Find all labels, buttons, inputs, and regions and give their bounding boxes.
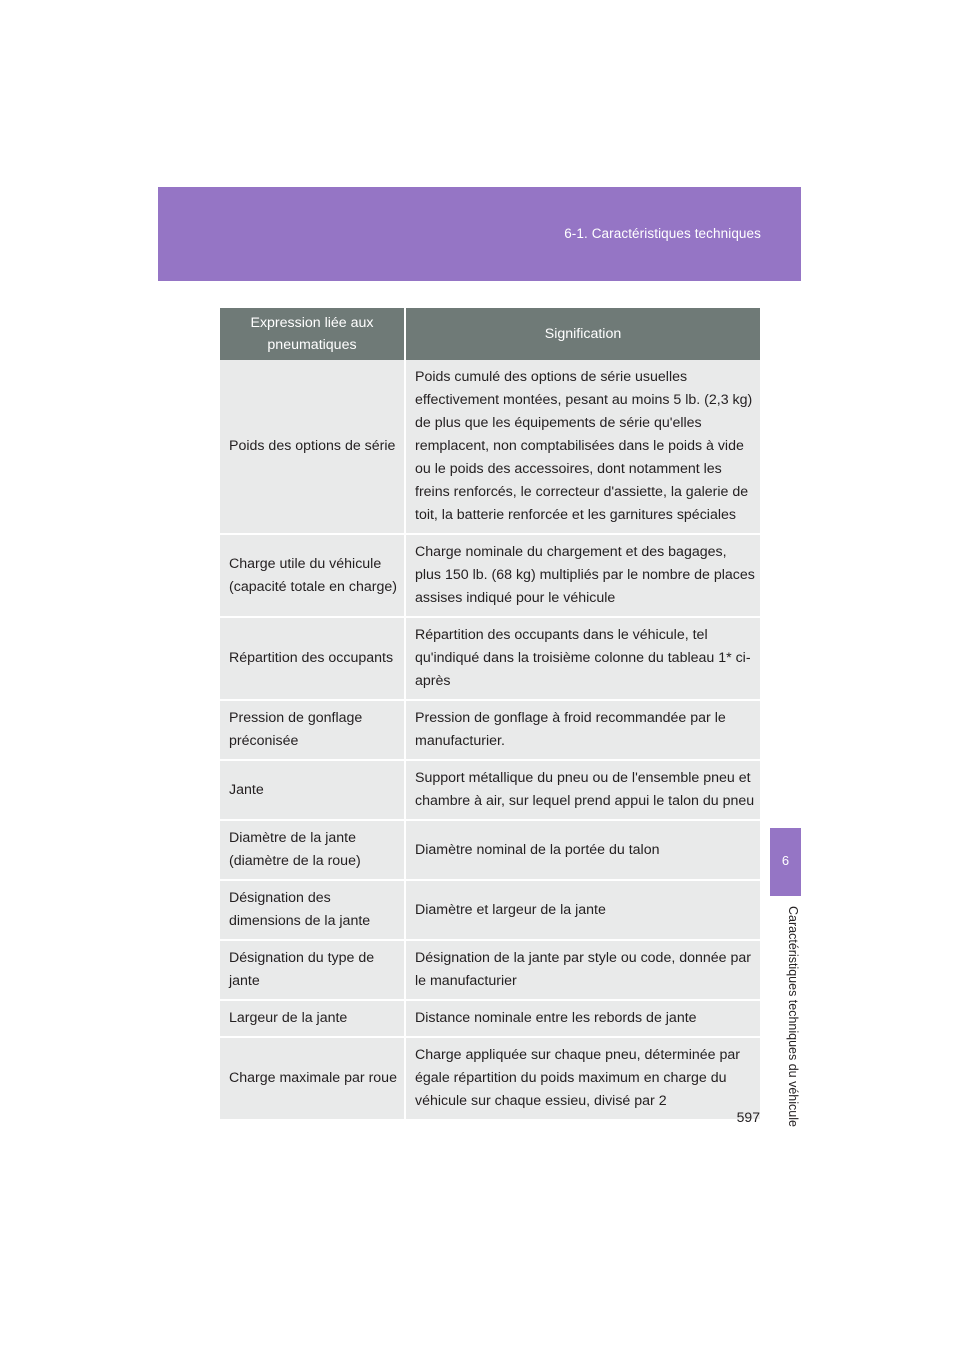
column-header-meaning: Signification bbox=[405, 308, 760, 360]
meaning-cell: Support métallique du pneu ou de l'ensemble pneu et chambre à air, sur lequel prend appui le talon du pneu bbox=[405, 760, 760, 820]
section-title: 6-1. Caractéristiques techniques bbox=[564, 226, 761, 241]
table-header-row bbox=[220, 308, 760, 360]
term-cell: Charge utile du véhicule (capacité totale en charge) bbox=[220, 534, 405, 617]
meaning-cell: Diamètre et largeur de la jante bbox=[405, 880, 760, 940]
page-number: 597 bbox=[736, 1109, 760, 1125]
table-row bbox=[220, 534, 760, 617]
table-row bbox=[220, 1000, 760, 1037]
meaning-cell: Pression de gonflage à froid recommandée par le manufacturier. bbox=[405, 700, 760, 760]
table-row bbox=[220, 617, 760, 700]
section-header-band bbox=[158, 187, 801, 281]
term-cell: Diamètre de la jante (diamètre de la roue) bbox=[220, 820, 405, 880]
term-cell: Désignation des dimensions de la jante bbox=[220, 880, 405, 940]
meaning-cell: Poids cumulé des options de série usuelles effectivement montées, pesant au moins 5 lb. (2,3 kg) de plus que les équipements de série qu'elles remplacent, non comptabilisées dans le poids à vide ou le poids des accessoires, dont notamment les freins renforcés, le correcteur d'assiette, la galerie de toit, la batterie renforcée et les garnitures spéciales bbox=[405, 360, 760, 534]
term-cell: Largeur de la jante bbox=[220, 1000, 405, 1037]
term-cell: Jante bbox=[220, 760, 405, 820]
chapter-label: Caractéristiques techniques du véhicule bbox=[786, 906, 800, 1127]
meaning-cell: Désignation de la jante par style ou code, donnée par le manufacturier bbox=[405, 940, 760, 1000]
table-row bbox=[220, 940, 760, 1000]
meaning-cell: Diamètre nominal de la portée du talon bbox=[405, 820, 760, 880]
term-cell: Poids des options de série bbox=[220, 360, 405, 534]
meaning-cell: Distance nominale entre les rebords de jante bbox=[405, 1000, 760, 1037]
meaning-cell: Répartition des occupants dans le véhicule, tel qu'indiqué dans la troisième colonne du tableau 1* ci-après bbox=[405, 617, 760, 700]
table-row bbox=[220, 360, 760, 534]
column-header-term: Expression liée aux pneumatiques bbox=[220, 308, 405, 360]
term-cell: Charge maximale par roue bbox=[220, 1037, 405, 1120]
meaning-cell: Charge appliquée sur chaque pneu, déterminée par égale répartition du poids maximum en charge du véhicule sur chaque essieu, divisé par 2 bbox=[405, 1037, 760, 1120]
chapter-tab bbox=[770, 828, 801, 896]
tire-terms-table bbox=[220, 308, 760, 1121]
table-row bbox=[220, 1037, 760, 1120]
chapter-number: 6 bbox=[781, 853, 790, 868]
term-cell: Désignation du type de jante bbox=[220, 940, 405, 1000]
table-row bbox=[220, 760, 760, 820]
meaning-cell: Charge nominale du chargement et des bagages, plus 150 lb. (68 kg) multipliés par le nombre de places assises indiqué pour le véhicule bbox=[405, 534, 760, 617]
term-cell: Pression de gonflage préconisée bbox=[220, 700, 405, 760]
table-row bbox=[220, 820, 760, 880]
table-row bbox=[220, 700, 760, 760]
table-row bbox=[220, 880, 760, 940]
term-cell: Répartition des occupants bbox=[220, 617, 405, 700]
